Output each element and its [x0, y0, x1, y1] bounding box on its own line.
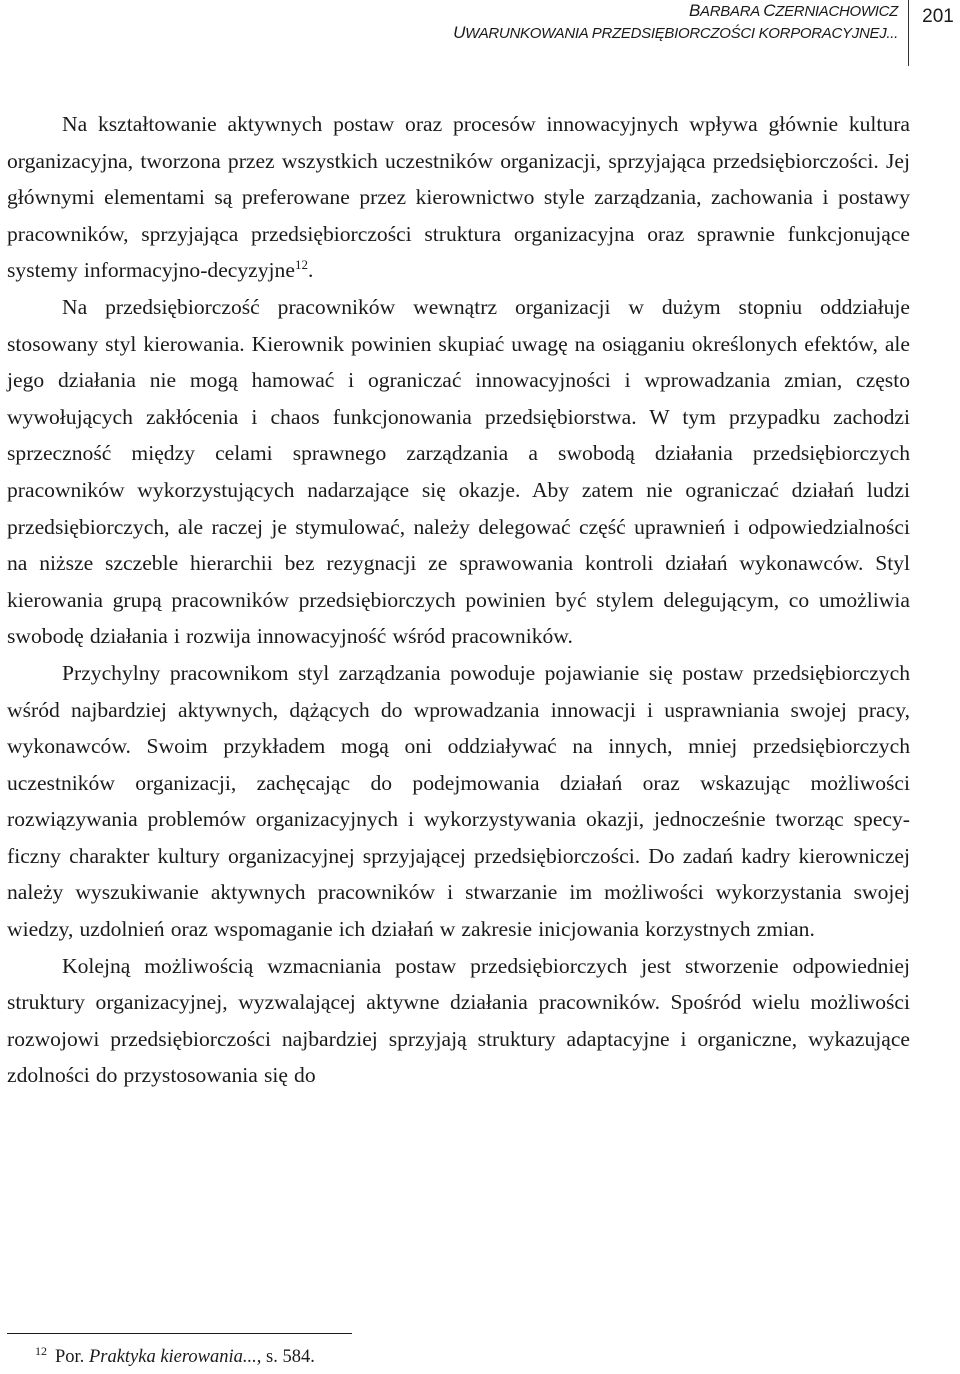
paragraph-2: Na przedsiębiorczość pracowników wewnątrz organizacji w dużym stopniu oddziałuje stosowany styl kierowania. Kierownik powinien skupiać uwagę na osiąganiu określonych efektów, ale jego działania nie mogą hamować i ograniczać innowacyjności i wprowadzania zmian, często wywołujących zakłócenia i chaos funkcjonowania przedsiębiorstwa. W tym przypadku zachodzi sprzeczność między celami sprawnego zarządzania a swobodą działania przedsiębiorczych pracowników wykorzystujących nadarzające się okazje. Aby zatem nie ograniczać działań ludzi przedsiębiorczych, ale raczej je stymulować, należy delegować część uprawnień i odpowiedzialności na niższe szczeble hierarchii bez rezygnacji ze sprawowania kontroli działań wykonawców. Styl kierowania grupą pracowników przedsiębiorczych powinien być stylem delegującym, co umożliwia swobodę działania i rozwija innowacyjność wśród pracowników.: [7, 294, 910, 649]
header-vertical-rule: [908, 0, 909, 66]
page-number: 201: [922, 6, 954, 27]
footnote-12: 12 Por. Praktyka kierowania..., s. 584.: [35, 1344, 315, 1367]
footnote-reference[interactable]: 12: [294, 257, 308, 273]
running-head: [453, 0, 898, 44]
footnote-source-title: Praktyka kierowania...: [88, 1347, 257, 1367]
paragraph-3: Przychylny pracownikom styl zarządzania powoduje pojawianie się postaw przedsiębiorczych wśród najbardziej aktywnych, dążących do wprowadzania innowacji i usprawniania swojej pracy, wykonawców. Swoim przykładem mogą oni oddziaływać na innych, mniej przedsiębiorczych uczestników organizacji, zachęcając do podejmowania działań oraz wskazując możliwości rozwiązywania problemów organizacyjnych i wykorzystywania okazji, jednocześnie tworząc specyficzny charakter kultury organizacyjnej sprzyjającej przedsiębiorczości. Do zadań kadry kierowniczej należy wyszukiwanie aktywnych pracowników i stwarzanie im możliwości wykorzystania swojej wiedzy, uzdolnień oraz wspomaganie ich działań w zakresie inicjowania korzystnych zmian.: [7, 660, 910, 942]
running-head-author: BARBARA CZERNIACHOWICZ: [689, 1, 898, 20]
paragraph-1: Na kształtowanie aktywnych postaw oraz procesów innowacyjnych wpływa głównie kultura organizacyjna, tworzona przez wszystkich uczestników organizacji, sprzyjająca przedsiębiorczości. Jej głównymi elementami są preferowane przez kierownictwo style zarządzania, zachowania i postawy pracowników, sprzyjająca przedsiębiorczości struktura organizacyjna oraz sprawnie funkcjonujące systemy informacyjno-decyzyjne$^{12}$.: [7, 112, 910, 283]
paragraph-1-text: Na kształtowanie aktywnych postaw oraz procesów innowacyjnych wpływa głównie kultura organizacyjna, tworzona przez wszystkich uczestników organizacji, sprzyjająca przedsiębiorczości. Jej głównymi elementami są preferowane przez kierownictwo style zarządzania, zachowania i postawy pracowników, sprzyjająca przedsiębiorczości struktura organizacyjna oraz sprawnie funkcjonujące systemy informacyjno-decyzyjne: [7, 112, 910, 283]
paragraph-4: Kolejną możliwością wzmacniania postaw przedsiębiorczych jest stworzenie odpowiedniej struktury organizacyjnej, wyzwalającej aktywne działania pracowników. Spośród wielu możliwości rozwojowi przedsiębiorczości najbardziej sprzyjają struktury adaptacyjne i organiczne, wykazujące zdolności do przystosowania się do: [7, 953, 910, 1088]
footnote-separator: [7, 1333, 352, 1334]
body-text: [7, 106, 910, 1094]
running-head-title: UWARUNKOWANIA PRZEDSIĘBIORCZOŚCI KORPORACYJNEJ...: [453, 23, 898, 42]
page-header: [0, 0, 960, 70]
